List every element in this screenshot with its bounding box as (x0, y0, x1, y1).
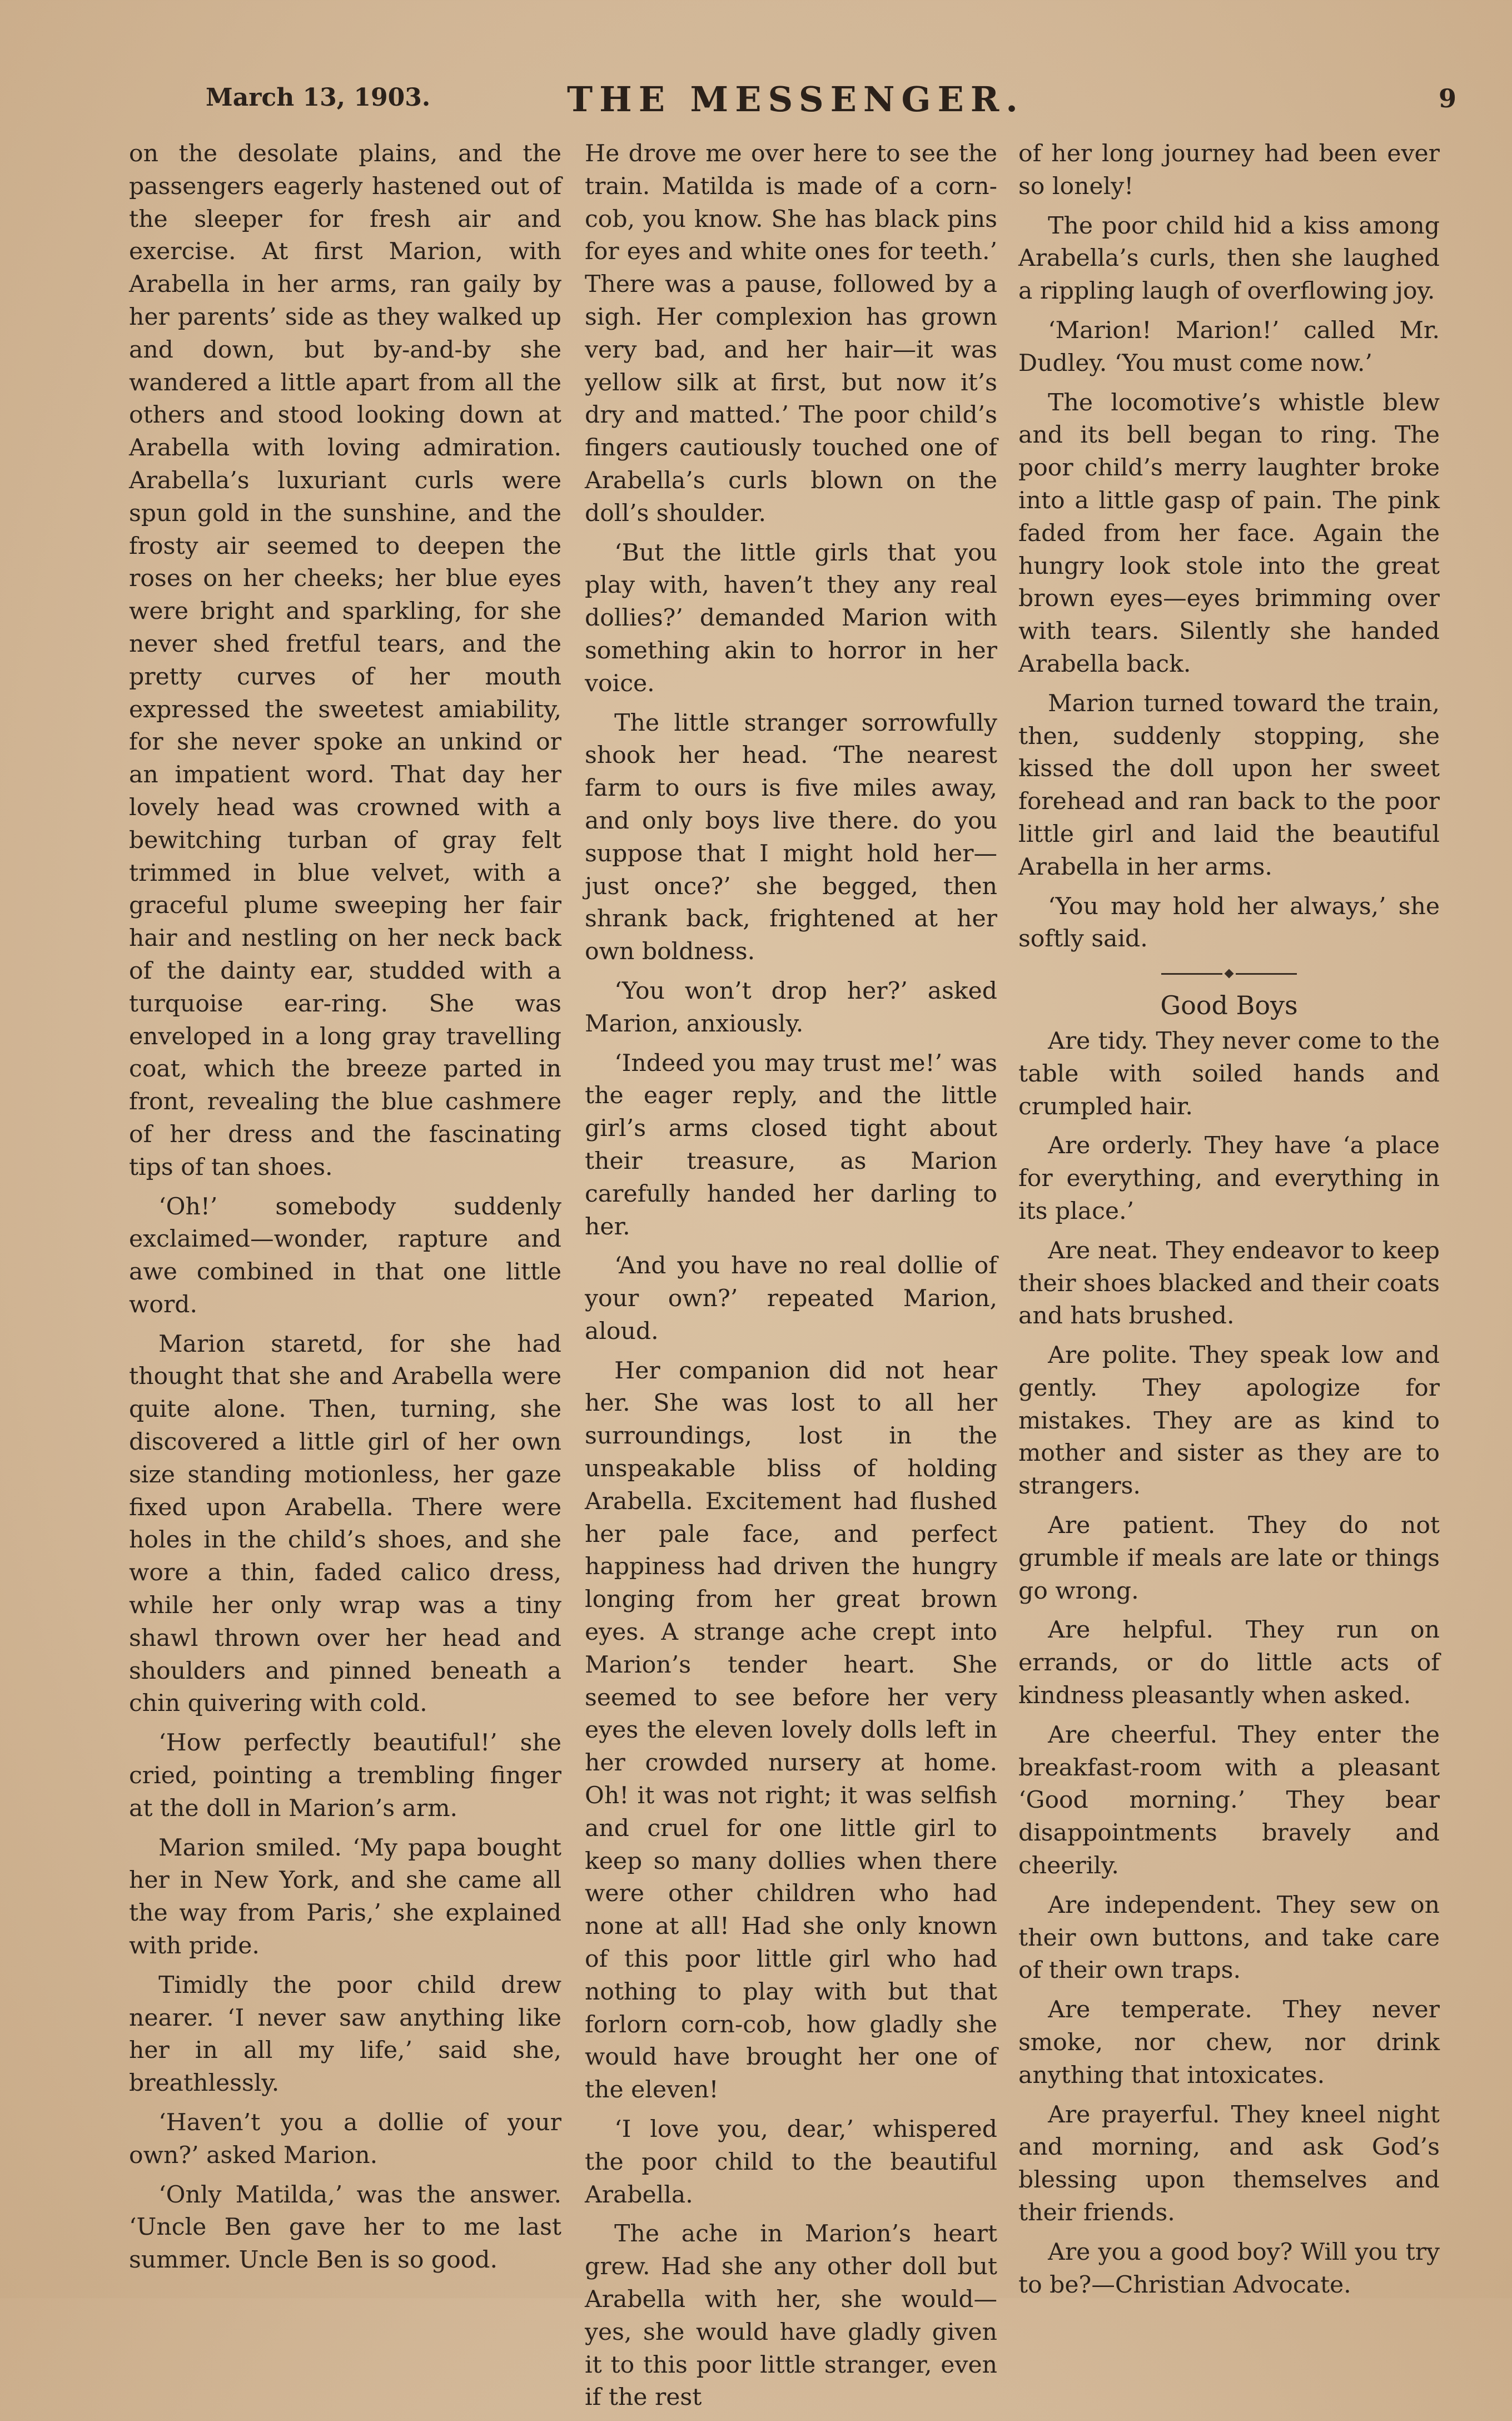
paragraph: Marion staretd, for she had thought that she and Arabella were quite alone. Then, turning, she discovered a little girl of her own size standing motionless, her gaze fixed upon Arabella. There were holes in the child’s shoes, and she wore a thin, faded calico dress, while her only wrap was a tiny shawl thrown over her head and shoulders and pinned beneath a chin quivering with cold. (129, 1330, 561, 1718)
paragraph: ‘Indeed you may trust me!’ was the eager reply, and the little girl’s arms closed tight about their treasure, as Marion carefully handed her darling to her. (585, 1049, 997, 1241)
paragraph: ‘And you have no real dollie of your own?’ repeated Marion, aloud. (585, 1252, 997, 1345)
paragraph: ‘You won’t drop her?’ asked Marion, anxiously. (585, 977, 997, 1038)
paragraph: Timidly the poor child drew nearer. ‘I never saw anything like her in all my life,’ said she, breathlessly. (129, 1971, 561, 2097)
divider-diamond (1225, 969, 1234, 979)
paragraph: The locomotive’s whistle blew and its bell began to ring. The poor child’s merry laughter broke into a little gasp of pain. The pink faded from her face. Again the hungry look stole into the great brown eyes—eyes brimming over with tears. Silently she handed Arabella back. (1018, 389, 1440, 678)
paragraph: ‘I love you, dear,’ whispered the poor child to the beautiful Arabella. (585, 2116, 997, 2209)
column-1 (129, 138, 561, 2284)
paragraph: Are helpful. They run on errands, or do little acts of kindness pleasantly when asked. (1018, 1616, 1440, 1710)
paragraph: Are orderly. They have ‘a place for everything, and everything in its place.’ (1018, 1132, 1440, 1225)
column-3 (1018, 138, 1440, 2308)
paragraph: Are polite. They speak low and gently. They apologize for mistakes. They are as kind to mother and sister as they are to strangers. (1018, 1342, 1440, 1500)
paragraph: ‘But the little girls that you play with, haven’t they any real dollies?’ demanded Marion with something akin to horror in her voice. (585, 539, 997, 697)
paragraph: Are patient. They do not grumble if meals are late or things go wrong. (1018, 1512, 1440, 1605)
paragraph: on the desolate plains, and the passengers eagerly hastened out of the sleeper for fresh air and exercise. At first Marion, with Arabella in her arms, ran gaily by her parents’ side as they walked up and down, but by-and-by she wandered a little apart from all the others and stood looking down at Arabella with loving admiration. Arabella’s luxuriant curls were spun gold in the sunshine, and the frosty air seemed to deepen the roses on her cheeks; her blue eyes were bright and sparkling, for she never shed fretful tears, and the pretty curves of her mouth expressed the sweetest amiability, for she never spoke an unkind or an impatient word. That day her lovely head was crowned with a bewitching turban of gray felt trimmed in blue velvet, with a graceful plume sweeping her fair hair and nestling on her neck back of the dainty ear, studded with a turquoise ear-ring. She was enveloped in a long gray travelling coat, which the breeze parted in front, revealing the blue cashmere of her dress and the fascinating tips of tan shoes. (129, 140, 561, 1181)
paragraph: ‘Oh!’ somebody suddenly exclaimed—wonder, rapture and awe combined in that one little word. (129, 1193, 561, 1318)
paragraph: ‘Marion! Marion!’ called Mr. Dudley. ‘You must come now.’ (1018, 316, 1440, 377)
paragraph: He drove me over here to see the train. Matilda is made of a corn-cob, you know. She has black pins for eyes and white ones for teeth.’ There was a pause, followed by a sigh. Her complexion has grown very bad, and her hair—it was yellow silk at first, but now it’s dry and matted.’ The poor child’s fingers cautiously touched one of Arabella’s curls blown on the doll’s shoulder. (585, 140, 997, 527)
issue-date: March 13, 1903. (206, 83, 431, 112)
column-2 (585, 138, 997, 2421)
section-title: Good Boys (1160, 990, 1298, 1021)
paragraph: ‘How perfectly beautiful!’ she cried, pointing a trembling finger at the doll in Marion’s arm. (129, 1729, 561, 1822)
paragraph: The poor child hid a kiss among Arabella’s curls, then she laughed a rippling laugh of overflowing joy. (1018, 212, 1440, 305)
paragraph: Marion smiled. ‘My papa bought her in New York, and she came all the way from Paris,’ she explained with pride. (129, 1834, 561, 1960)
paragraph: Her companion did not hear her. She was lost to all her surroundings, lost in the unspeakable bliss of holding Arabella. Excitement had flushed her pale face, and perfect happiness had driven the hungry longing from her great brown eyes. A strange ache crept into Marion’s tender heart. She seemed to see before her very eyes the eleven lovely dolls left in her crowded nursery at home. Oh! it was not right; it was selfish and cruel for one little girl to keep so many dollies when there were other children who had none at all! Had she only known of this poor little girl who had nothing to play with but that forlorn corn-cob, how gladly she would have brought her one of the eleven! (585, 1357, 997, 2104)
divider-line (1236, 973, 1297, 975)
paragraph: The ache in Marion’s heart grew. Had she any other doll but Arabella with her, she would—yes, she would have gladly given it to this poor little stranger, even if the rest (585, 2220, 997, 2412)
page-number: 9 (1438, 83, 1456, 113)
paragraph: ‘Haven’t you a dollie of your own?’ asked Marion. (129, 2109, 561, 2169)
paragraph: Are you a good boy? Will you try to be?—Christian Advocate. (1018, 2238, 1440, 2299)
paragraph: Are tidy. They never come to the table with soiled hands and crumpled hair. (1018, 1027, 1440, 1120)
paragraph: of her long journey had been ever so lonely! (1018, 140, 1440, 200)
paragraph: Are temperate. They never smoke, nor chew, nor drink anything that intoxicates. (1018, 1996, 1440, 2089)
newspaper-title: THE MESSENGER. (567, 79, 1024, 120)
paragraph: The little stranger sorrowfully shook her head. ‘The nearest farm to ours is five miles away, and only boys live there. do you suppose that I might hold her—just once?’ she begged, then shrank back, frightened at her own boldness. (585, 709, 997, 966)
page-header (206, 79, 1456, 133)
section-divider (1018, 970, 1440, 977)
paragraph: Marion turned toward the train, then, suddenly stopping, she kissed the doll upon her sweet forehead and ran back to the poor little girl and laid the beautiful Arabella in her arms. (1018, 689, 1440, 881)
paragraph: Are prayerful. They kneel night and morning, and ask God’s blessing upon themselves and their friends. (1018, 2101, 1440, 2227)
paragraph: ‘You may hold her always,’ she softly said. (1018, 892, 1440, 953)
paragraph: Are neat. They endeavor to keep their shoes blacked and their coats and hats brushed. (1018, 1237, 1440, 1330)
paragraph: ‘Only Matilda,’ was the answer. ‘Uncle Ben gave her to me last summer. Uncle Ben is so good. (129, 2181, 561, 2274)
paragraph: Are cheerful. They enter the breakfast-room with a pleasant ‘Good morning.’ They bear disappointments bravely and cheerily. (1018, 1721, 1440, 1880)
divider-line (1161, 973, 1222, 975)
paragraph: Are independent. They sew on their own buttons, and take care of their own traps. (1018, 1891, 1440, 1985)
